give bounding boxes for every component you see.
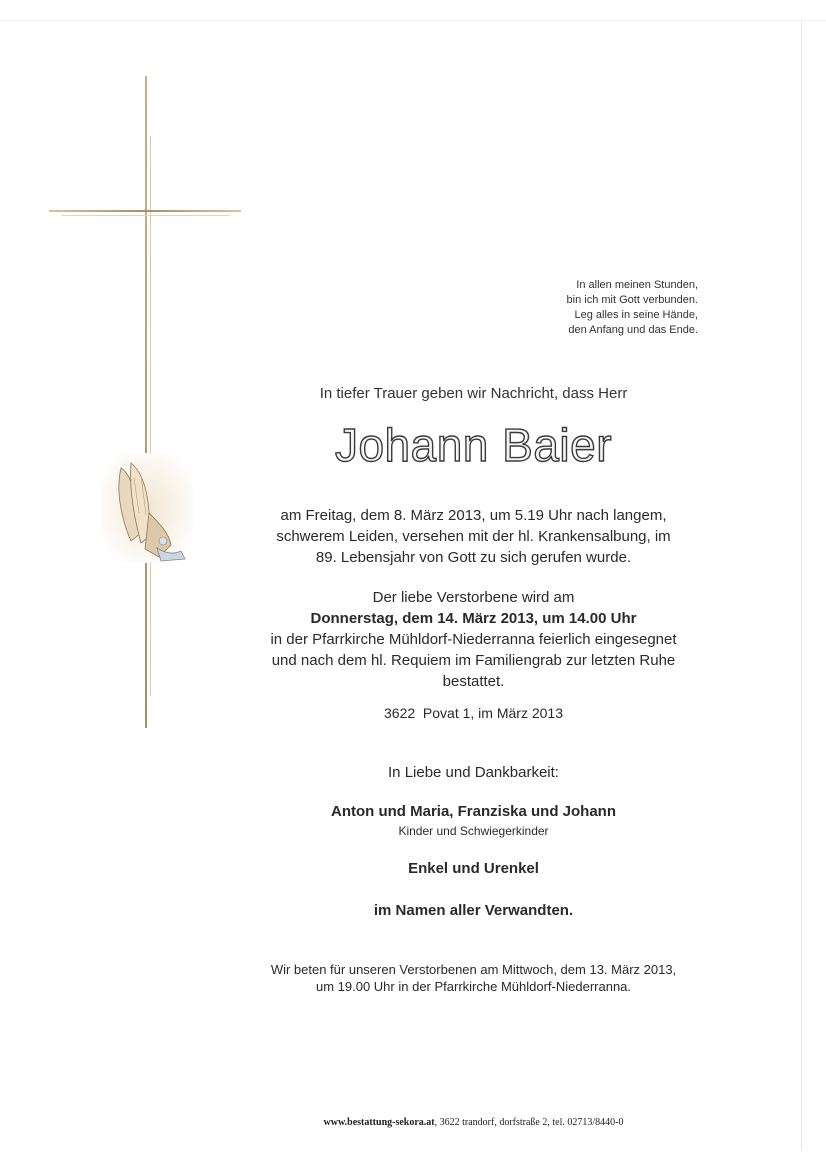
cross-vertical-shadow: [150, 136, 151, 696]
funeral-line: bestattet.: [442, 673, 505, 690]
rosary-line: Wir beten für unseren Verstorbenen am Mittwoch, dem 13. März 2013,: [270, 962, 677, 977]
family-names: Anton und Maria, Franziska und Johann: [330, 803, 616, 820]
funeral-date: Donnerstag, dem 14. März 2013, um 14.00 Uhr: [310, 610, 637, 627]
family-relation: Kinder und Schwiegerkinder: [398, 824, 549, 838]
grandchildren: Enkel und Urenkel: [408, 860, 539, 877]
thanks-heading: In Liebe und Dankbarkeit:: [388, 764, 559, 781]
death-line: am Freitag, dem 8. März 2013, um 5.19 Uhr nach langem,: [280, 507, 667, 524]
funeral-line: in der Pfarrkirche Mühldorf-Niederranna feierlich eingesegnet: [270, 631, 677, 648]
place-date: 3622 Povat 1, im März 2013: [384, 705, 563, 721]
poem-line: Leg alles in seine Hände,: [574, 309, 698, 321]
death-line: 89. Lebensjahr von Gott zu sich gerufen wurde.: [315, 549, 632, 566]
cross-horizontal-shadow: [62, 215, 230, 216]
praying-hands-icon: [101, 453, 193, 563]
funeral-home-website[interactable]: www.bestattung-sekora.at: [323, 1117, 435, 1128]
funeral-line: und nach dem hl. Requiem im Familiengrab zur letzten Ruhe: [271, 652, 676, 669]
poem-line: bin ich mit Gott verbunden.: [566, 294, 698, 306]
funeral-details: [230, 587, 717, 692]
intro-text: In tiefer Trauer geben wir Nachricht, dass Herr: [319, 385, 628, 402]
page-edge-right: [801, 20, 802, 1150]
poem-line: den Anfang und das Ende.: [568, 324, 698, 336]
rosary-notice: [230, 961, 717, 995]
funeral-home-footer: [230, 1117, 717, 1128]
cross-vertical-beam: [145, 76, 147, 728]
funeral-line: Der liebe Verstorbene wird am: [372, 589, 575, 606]
funeral-home-address: , 3622 trandorf, dorfstraße 2, tel. 02713/8440-0: [434, 1117, 624, 1128]
page-edge-top: [0, 20, 826, 21]
death-announcement: [230, 505, 717, 568]
relatives: im Namen aller Verwandten.: [373, 902, 574, 919]
poem-line: In allen meinen Stunden,: [576, 279, 698, 291]
death-line: schwerem Leiden, versehen mit der hl. Krankensalbung, im: [276, 528, 671, 545]
poem-quote: [567, 278, 698, 338]
cross-horizontal-beam: [49, 210, 241, 212]
rosary-line: um 19.00 Uhr in der Pfarrkirche Mühldorf-Niederranna.: [315, 979, 632, 994]
deceased-name: Johann Baier: [334, 419, 613, 471]
